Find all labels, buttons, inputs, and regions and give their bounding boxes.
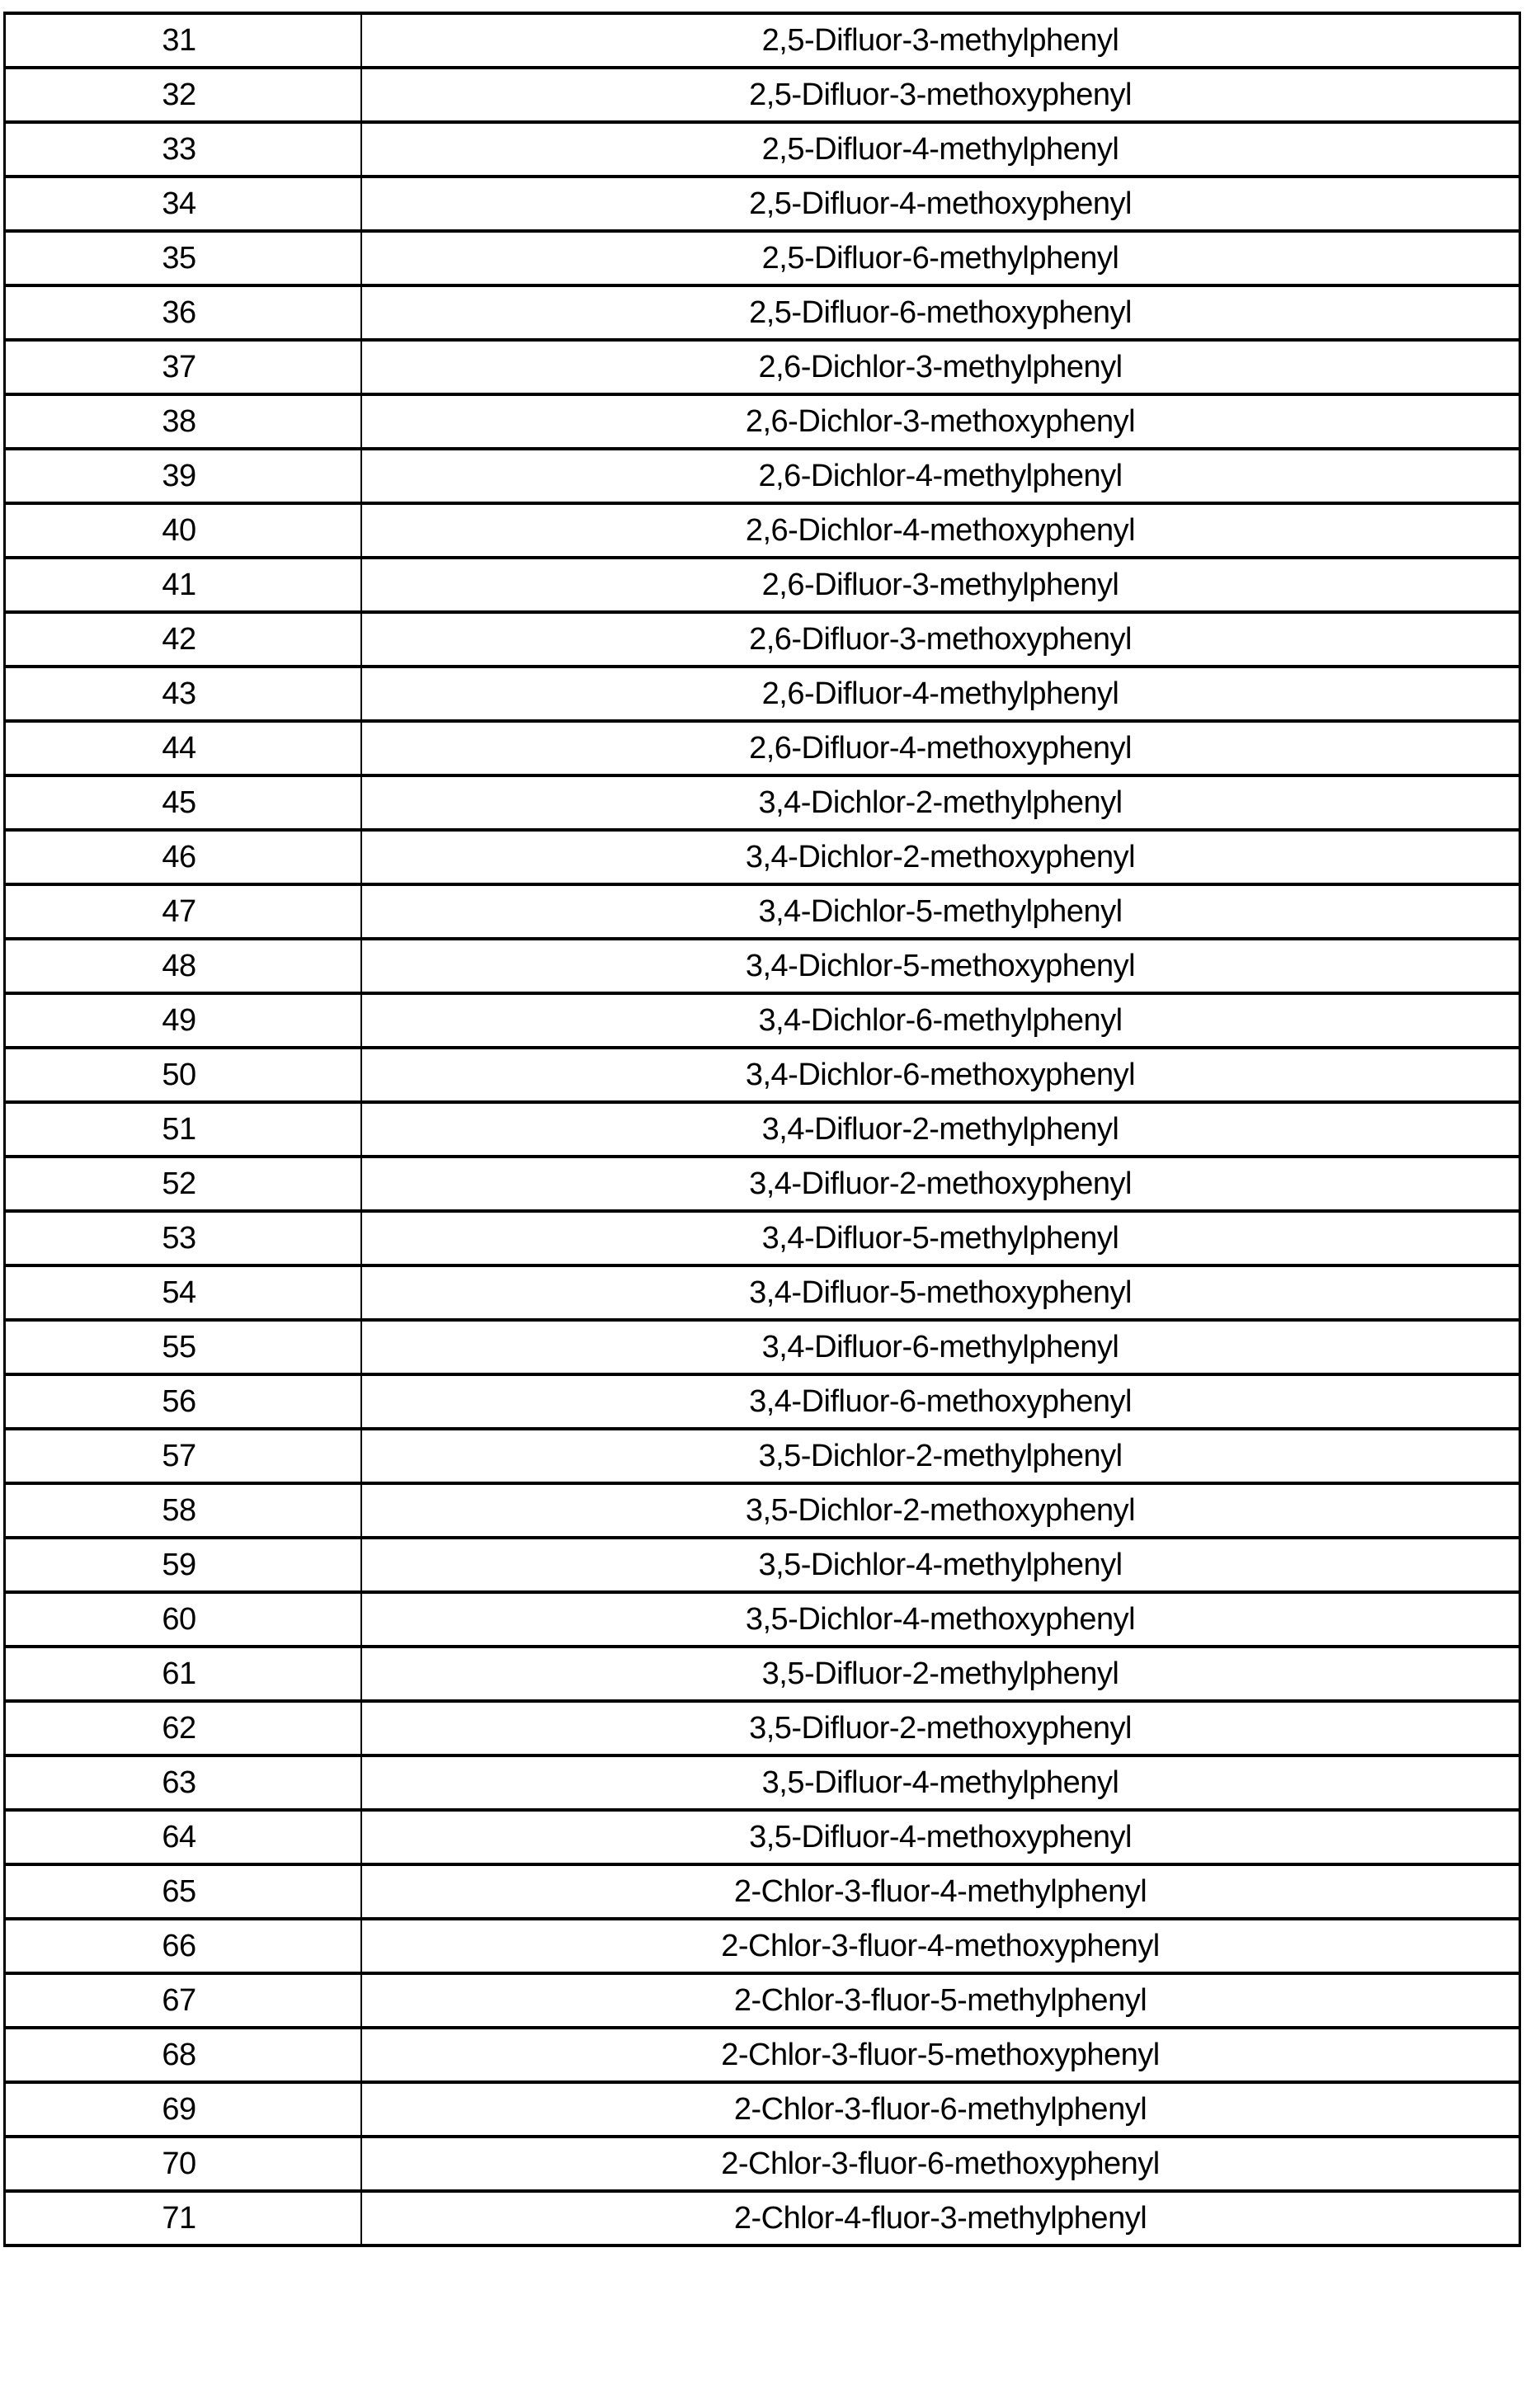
row-number: 43 bbox=[5, 667, 362, 721]
row-number: 39 bbox=[5, 449, 362, 503]
compound-name: 2-Chlor-3-fluor-4-methoxyphenyl bbox=[361, 1919, 1520, 1973]
row-number: 42 bbox=[5, 612, 362, 667]
compound-name: 3,4-Difluor-6-methylphenyl bbox=[361, 1320, 1520, 1374]
table-row bbox=[5, 68, 1520, 122]
table-row bbox=[5, 394, 1520, 449]
row-number: 40 bbox=[5, 503, 362, 558]
table-row bbox=[5, 1320, 1520, 1374]
compound-name: 2-Chlor-3-fluor-6-methoxyphenyl bbox=[361, 2137, 1520, 2191]
row-number: 52 bbox=[5, 1157, 362, 1211]
table-row bbox=[5, 1538, 1520, 1592]
table-row bbox=[5, 667, 1520, 721]
compound-table-body bbox=[5, 13, 1520, 2245]
compound-name: 2-Chlor-4-fluor-3-methylphenyl bbox=[361, 2191, 1520, 2245]
row-number: 59 bbox=[5, 1538, 362, 1592]
table-row bbox=[5, 830, 1520, 884]
compound-name: 3,4-Dichlor-5-methoxyphenyl bbox=[361, 939, 1520, 993]
compound-name: 2,5-Difluor-3-methylphenyl bbox=[361, 13, 1520, 68]
row-number: 41 bbox=[5, 558, 362, 612]
table-row bbox=[5, 2191, 1520, 2245]
compound-name: 3,4-Difluor-6-methoxyphenyl bbox=[361, 1374, 1520, 1429]
compound-name: 2-Chlor-3-fluor-5-methylphenyl bbox=[361, 1973, 1520, 2028]
table-row bbox=[5, 1265, 1520, 1320]
row-number: 33 bbox=[5, 122, 362, 177]
compound-name: 3,5-Dichlor-4-methoxyphenyl bbox=[361, 1592, 1520, 1647]
compound-name: 3,5-Difluor-4-methylphenyl bbox=[361, 1755, 1520, 1810]
table-row bbox=[5, 1429, 1520, 1483]
table-row bbox=[5, 1102, 1520, 1157]
row-number: 54 bbox=[5, 1265, 362, 1320]
row-number: 46 bbox=[5, 830, 362, 884]
row-number: 38 bbox=[5, 394, 362, 449]
row-number: 53 bbox=[5, 1211, 362, 1265]
compound-name: 2,5-Difluor-6-methylphenyl bbox=[361, 231, 1520, 285]
row-number: 63 bbox=[5, 1755, 362, 1810]
row-number: 58 bbox=[5, 1483, 362, 1538]
compound-name: 2,5-Difluor-6-methoxyphenyl bbox=[361, 285, 1520, 340]
compound-name: 3,5-Dichlor-2-methylphenyl bbox=[361, 1429, 1520, 1483]
table-row bbox=[5, 285, 1520, 340]
row-number: 48 bbox=[5, 939, 362, 993]
row-number: 37 bbox=[5, 340, 362, 394]
table-row bbox=[5, 1810, 1520, 1864]
table-row bbox=[5, 1211, 1520, 1265]
table-row bbox=[5, 558, 1520, 612]
row-number: 62 bbox=[5, 1701, 362, 1755]
compound-name: 2,6-Dichlor-4-methylphenyl bbox=[361, 449, 1520, 503]
table-row bbox=[5, 1592, 1520, 1647]
row-number: 60 bbox=[5, 1592, 362, 1647]
compound-name: 3,4-Difluor-5-methylphenyl bbox=[361, 1211, 1520, 1265]
row-number: 70 bbox=[5, 2137, 362, 2191]
table-row bbox=[5, 122, 1520, 177]
row-number: 64 bbox=[5, 1810, 362, 1864]
compound-name: 2,6-Dichlor-4-methoxyphenyl bbox=[361, 503, 1520, 558]
row-number: 50 bbox=[5, 1048, 362, 1102]
table-row bbox=[5, 340, 1520, 394]
table-row bbox=[5, 503, 1520, 558]
compound-name: 3,4-Dichlor-5-methylphenyl bbox=[361, 884, 1520, 939]
compound-name: 2,6-Dichlor-3-methylphenyl bbox=[361, 340, 1520, 394]
row-number: 67 bbox=[5, 1973, 362, 2028]
table-row bbox=[5, 1483, 1520, 1538]
table-row bbox=[5, 1701, 1520, 1755]
compound-name: 3,4-Dichlor-6-methoxyphenyl bbox=[361, 1048, 1520, 1102]
compound-name: 3,5-Difluor-4-methoxyphenyl bbox=[361, 1810, 1520, 1864]
table-row bbox=[5, 1048, 1520, 1102]
row-number: 66 bbox=[5, 1919, 362, 1973]
table-row bbox=[5, 1919, 1520, 1973]
table-row bbox=[5, 1864, 1520, 1919]
row-number: 36 bbox=[5, 285, 362, 340]
compound-name: 3,4-Difluor-5-methoxyphenyl bbox=[361, 1265, 1520, 1320]
table-row bbox=[5, 1973, 1520, 2028]
row-number: 31 bbox=[5, 13, 362, 68]
row-number: 55 bbox=[5, 1320, 362, 1374]
compound-name: 3,4-Dichlor-6-methylphenyl bbox=[361, 993, 1520, 1048]
row-number: 47 bbox=[5, 884, 362, 939]
compound-name: 2,6-Dichlor-3-methoxyphenyl bbox=[361, 394, 1520, 449]
row-number: 49 bbox=[5, 993, 362, 1048]
table-row bbox=[5, 2082, 1520, 2137]
compound-name: 2,5-Difluor-4-methylphenyl bbox=[361, 122, 1520, 177]
table-row bbox=[5, 939, 1520, 993]
row-number: 32 bbox=[5, 68, 362, 122]
table-row bbox=[5, 1647, 1520, 1701]
table-row bbox=[5, 2137, 1520, 2191]
row-number: 34 bbox=[5, 177, 362, 231]
compound-name: 2-Chlor-3-fluor-6-methylphenyl bbox=[361, 2082, 1520, 2137]
table-row bbox=[5, 1157, 1520, 1211]
row-number: 56 bbox=[5, 1374, 362, 1429]
table-row bbox=[5, 1374, 1520, 1429]
table-row bbox=[5, 721, 1520, 775]
row-number: 71 bbox=[5, 2191, 362, 2245]
row-number: 57 bbox=[5, 1429, 362, 1483]
row-number: 44 bbox=[5, 721, 362, 775]
compound-name: 2-Chlor-3-fluor-5-methoxyphenyl bbox=[361, 2028, 1520, 2082]
table-row bbox=[5, 231, 1520, 285]
compound-name: 3,4-Dichlor-2-methylphenyl bbox=[361, 775, 1520, 830]
table-row bbox=[5, 13, 1520, 68]
table-row bbox=[5, 2028, 1520, 2082]
table-row bbox=[5, 884, 1520, 939]
compound-name: 2,6-Difluor-4-methoxyphenyl bbox=[361, 721, 1520, 775]
compound-name: 2,6-Difluor-4-methylphenyl bbox=[361, 667, 1520, 721]
compound-name: 3,5-Dichlor-4-methylphenyl bbox=[361, 1538, 1520, 1592]
compound-name: 3,5-Difluor-2-methylphenyl bbox=[361, 1647, 1520, 1701]
table-row bbox=[5, 612, 1520, 667]
row-number: 68 bbox=[5, 2028, 362, 2082]
row-number: 65 bbox=[5, 1864, 362, 1919]
compound-table bbox=[3, 12, 1521, 2247]
compound-name: 2,5-Difluor-3-methoxyphenyl bbox=[361, 68, 1520, 122]
row-number: 51 bbox=[5, 1102, 362, 1157]
table-row bbox=[5, 993, 1520, 1048]
table-row bbox=[5, 775, 1520, 830]
compound-name: 2-Chlor-3-fluor-4-methylphenyl bbox=[361, 1864, 1520, 1919]
compound-name: 3,5-Dichlor-2-methoxyphenyl bbox=[361, 1483, 1520, 1538]
compound-name: 2,6-Difluor-3-methylphenyl bbox=[361, 558, 1520, 612]
compound-name: 3,4-Difluor-2-methoxyphenyl bbox=[361, 1157, 1520, 1211]
table-row bbox=[5, 1755, 1520, 1810]
table-row bbox=[5, 177, 1520, 231]
compound-name: 3,5-Difluor-2-methoxyphenyl bbox=[361, 1701, 1520, 1755]
row-number: 35 bbox=[5, 231, 362, 285]
row-number: 69 bbox=[5, 2082, 362, 2137]
row-number: 45 bbox=[5, 775, 362, 830]
row-number: 61 bbox=[5, 1647, 362, 1701]
compound-name: 2,6-Difluor-3-methoxyphenyl bbox=[361, 612, 1520, 667]
compound-name: 3,4-Dichlor-2-methoxyphenyl bbox=[361, 830, 1520, 884]
compound-name: 2,5-Difluor-4-methoxyphenyl bbox=[361, 177, 1520, 231]
table-row bbox=[5, 449, 1520, 503]
compound-name: 3,4-Difluor-2-methylphenyl bbox=[361, 1102, 1520, 1157]
